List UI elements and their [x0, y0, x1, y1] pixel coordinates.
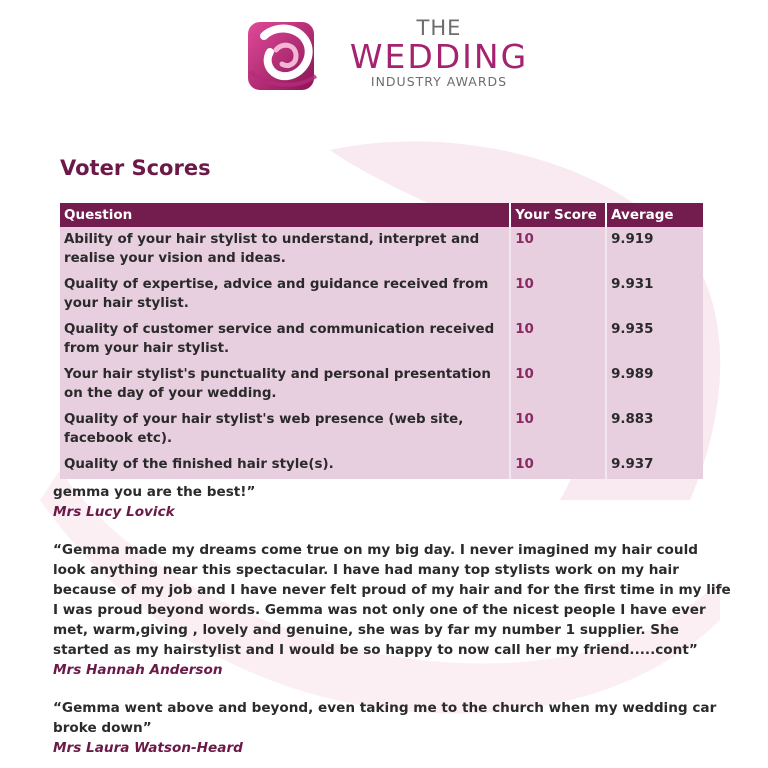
average-cell: 9.937: [606, 452, 703, 479]
table-row: [60, 227, 703, 272]
testimonial-quote: “Gemma made my dreams come true on my big day. I never imagined my hair could look anything near this spectacular. I have had many top stylists work on my hair because of my job and I have never felt proud of my hair and for the first time in my life I was proud beyond words. Gemma was not only one of the nicest people I have ever met, warm,giving , lovely and genuine, she was by far my number 1 supplier. She started as my hairstylist and I would be so happy to now call her my friend.....cont”: [53, 542, 731, 658]
header-your-score: Your Score: [510, 203, 606, 227]
table-row: [60, 272, 703, 317]
your-score-cell: 10: [510, 272, 606, 317]
section-title: Voter Scores: [60, 156, 211, 180]
table-row: [60, 317, 703, 362]
average-cell: 9.883: [606, 407, 703, 452]
testimonial-author: Mrs Laura Watson-Heard: [53, 740, 243, 756]
table-row: [60, 452, 703, 479]
logo-line-industry-awards: INDUSTRY AWARDS: [370, 74, 508, 89]
question-cell: Quality of customer service and communication received from your hair stylist.: [60, 317, 510, 362]
testimonial-author: Mrs Lucy Lovick: [53, 504, 175, 520]
your-score-cell: 10: [510, 362, 606, 407]
awards-logo-icon: [246, 16, 320, 94]
your-score-cell: 10: [510, 407, 606, 452]
average-cell: 9.931: [606, 272, 703, 317]
table-row: [60, 362, 703, 407]
testimonial-author: Mrs Hannah Anderson: [53, 662, 223, 678]
question-cell: Quality of your hair stylist's web presence (web site, facebook etc).: [60, 407, 510, 452]
average-cell: 9.919: [606, 227, 703, 272]
average-cell: 9.989: [606, 362, 703, 407]
voter-scores-table: [60, 203, 703, 479]
your-score-cell: 10: [510, 317, 606, 362]
wedding-industry-awards-logo: [246, 16, 546, 100]
your-score-cell: 10: [510, 227, 606, 272]
table-row: [60, 407, 703, 452]
question-cell: Your hair stylist's punctuality and personal presentation on the day of your wedding.: [60, 362, 510, 407]
question-cell: Quality of the finished hair style(s).: [60, 452, 510, 479]
logo-line-the: THE: [416, 16, 462, 40]
testimonials: [53, 482, 733, 758]
logo-line-wedding: WEDDING: [349, 37, 529, 76]
question-cell: Ability of your hair stylist to understand, interpret and realise your vision and ideas.: [60, 227, 510, 272]
your-score-cell: 10: [510, 452, 606, 479]
header-question: Question: [60, 203, 510, 227]
testimonial-quote: “Gemma went above and beyond, even taking me to the church when my wedding car broke down”: [53, 700, 717, 736]
header-average: Average: [606, 203, 703, 227]
table-header-row: [60, 203, 703, 227]
question-cell: Quality of expertise, advice and guidance received from your hair stylist.: [60, 272, 510, 317]
testimonial-quote: gemma you are the best!”: [53, 484, 256, 500]
average-cell: 9.935: [606, 317, 703, 362]
